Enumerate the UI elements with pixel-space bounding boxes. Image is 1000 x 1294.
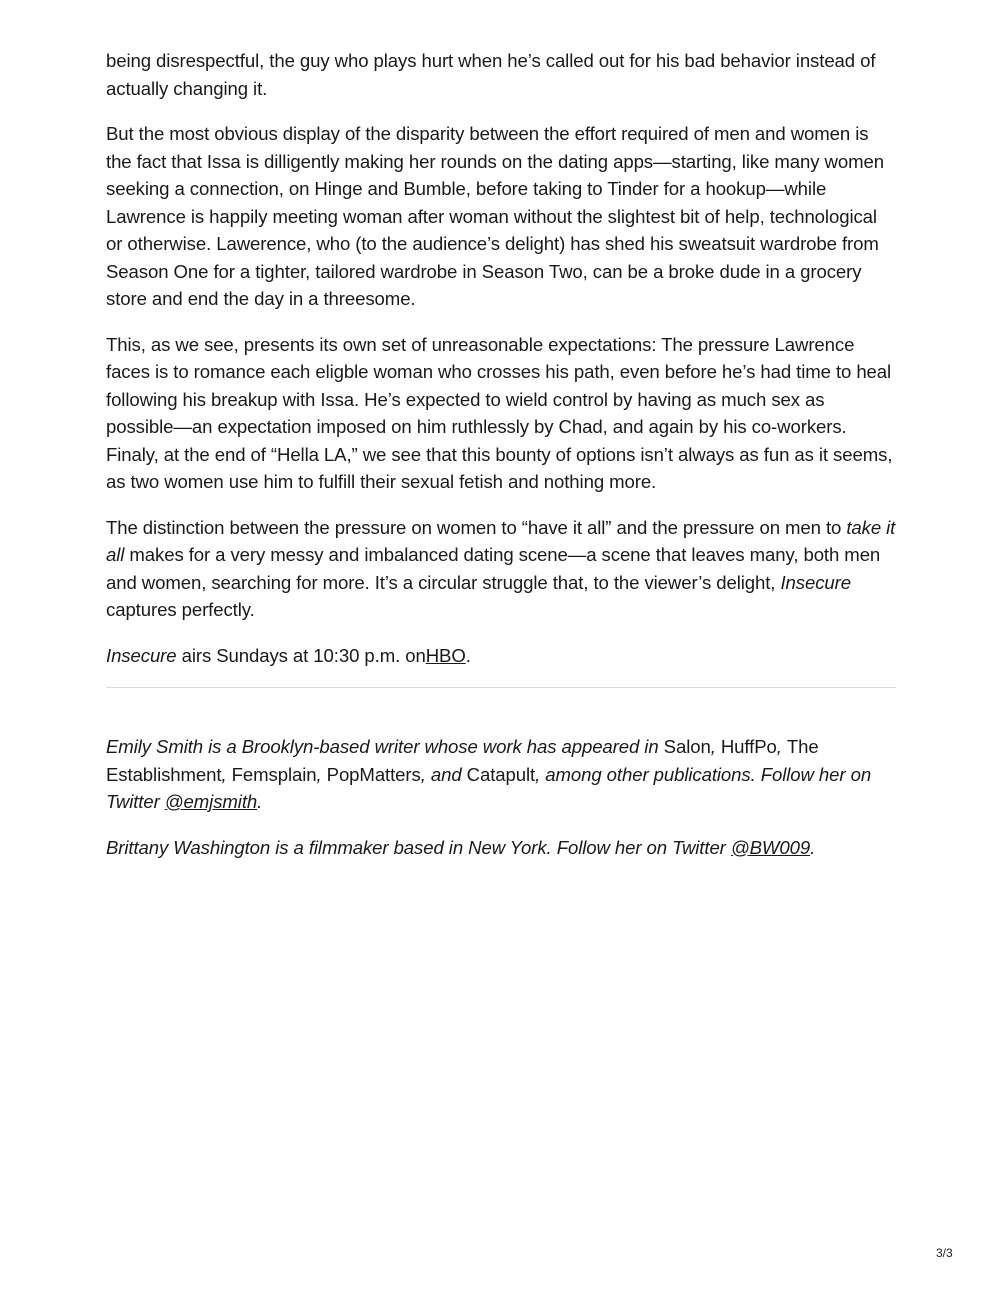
article-body [106, 47, 896, 879]
bio-brittany-washington [106, 834, 896, 862]
bio-emily-smith [106, 733, 896, 816]
bio-emily-sep-1: , [710, 736, 721, 757]
bio-emily-pub-huffpo: HuffPo [720, 736, 777, 757]
bio-emily-sep-2: , [776, 736, 787, 757]
airing-info [106, 642, 896, 670]
bio-emily-pub-salon: Salon [663, 736, 711, 757]
bio-emily-pub-catapult: Catapult [466, 763, 536, 785]
paragraph-4-text-3: captures perfectly. [106, 599, 255, 620]
section-divider [106, 687, 896, 688]
paragraph-4 [106, 514, 896, 624]
paragraph-2: But the most obvious display of the disparity between the effort required of men and women is the fact that Issa is dilligently making her rounds on the dating apps—starting, like many women seeking a connection, on Hinge and Bumble, before taking to Tinder for a hookup—while Lawrence is happily meeting woman after woman without the slightest bit of help, technological or otherwise. Lawerence, who (to the audience’s delight) has shed his sweatsuit wardrobe from Season One for a tighter, tailored wardrobe in Season Two, can be a broke dude in a grocery store and end the day in a threesome. [106, 123, 884, 309]
paragraph-1: being disrespectful, the guy who plays hurt when he’s called out for his bad behavior instead of actually changing it. [106, 50, 876, 99]
bio-brittany-text: Brittany Washington is a filmmaker based in New York. Follow her on Twitter [106, 836, 731, 858]
author-bios [106, 733, 896, 861]
bio-emily-sep-3: , [221, 763, 232, 785]
bio-emily-text-1: Emily Smith is a Brooklyn-based writer whose work has appeared in [106, 736, 664, 757]
airing-show-title: Insecure [106, 644, 177, 666]
bio-emily-text-2: , among other publications. Follow her on Twitter [106, 763, 872, 812]
bio-emily-end: . [257, 791, 263, 812]
paragraph-4-show-title: Insecure [780, 571, 851, 593]
hbo-link[interactable]: HBO [425, 644, 466, 666]
paragraph-4-text-1: The distinction between the pressure on women to “have it all” and the pressure on men to [106, 516, 847, 538]
paragraph-3: This, as we see, presents its own set of unreasonable expectations: The pressure Lawrence faces is to romance each eligble woman who crosses his path, even before he’s had time to heal following his breakup with Issa. He’s expected to wield control by having as much sex as possible—an expectation imposed on him ruthlessly by Chad, and again by his co-workers. Finaly, at the end of “Hella LA,” we see that this bounty of options isn’t always as fun as it seems, as two women use him to fulfill their sexual fetish and nothing more. [106, 333, 893, 492]
airing-end: . [465, 644, 471, 666]
bw009-twitter-link[interactable]: @BW009 [730, 836, 811, 858]
airing-text: airs Sundays at 10:30 p.m. on [176, 644, 426, 666]
page-number: 3/3 [936, 1246, 953, 1260]
bio-emily-sep-5: , and [420, 763, 467, 785]
bio-emily-pub-establishment: The Establishment [106, 736, 819, 785]
bio-emily-pub-popmatters: PopMatters [326, 763, 421, 785]
bio-brittany-end: . [810, 836, 816, 858]
bio-emily-pub-femsplain: Femsplain [231, 763, 317, 785]
paragraph-4-text-2: makes for a very messy and imbalanced dating scene—a scene that leaves many, both men and women, searching for more. It’s a circular struggle that, to the viewer’s delight, [106, 544, 881, 593]
bio-emily-sep-4: , [316, 763, 327, 785]
paragraph-4-emphasis-1: take it all [106, 516, 896, 565]
emjsmith-twitter-link[interactable]: @emjsmith [164, 791, 258, 812]
